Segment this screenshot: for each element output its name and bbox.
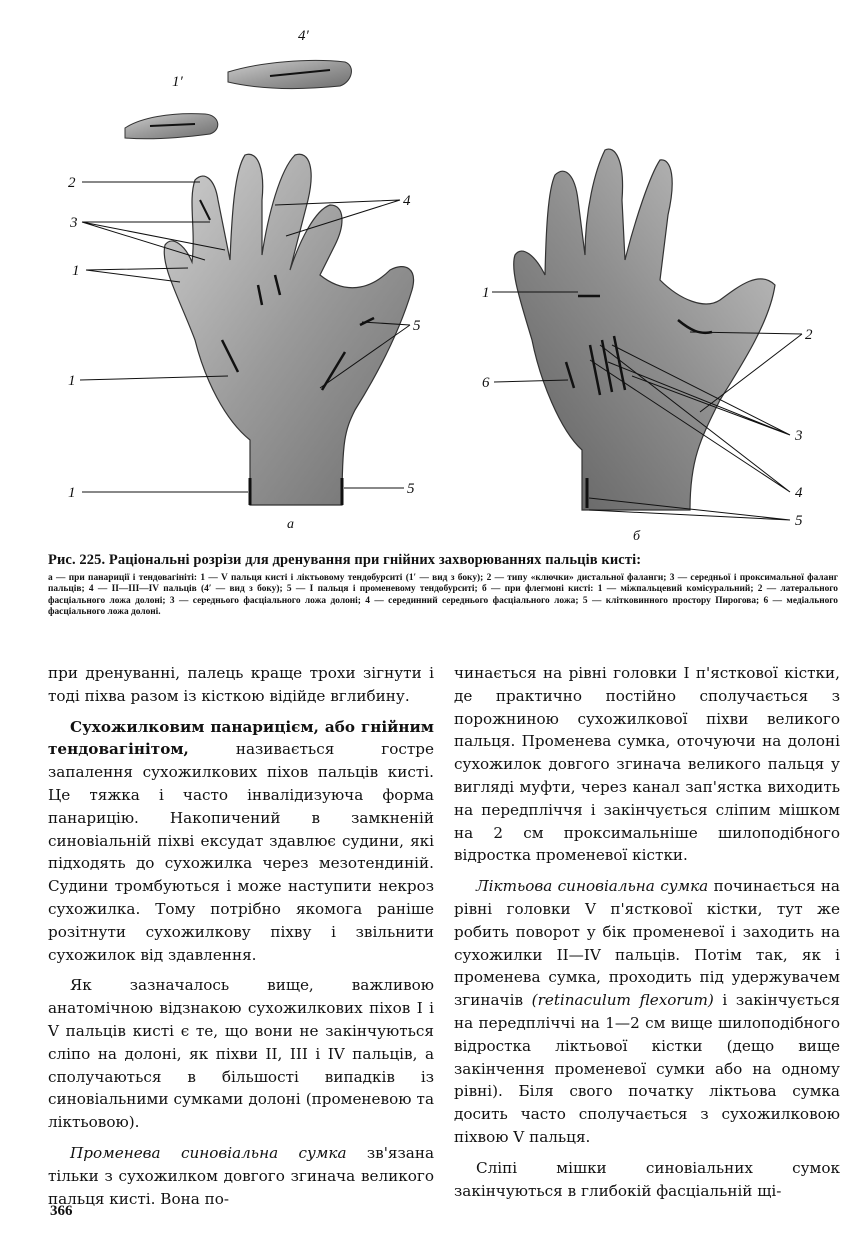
term-italic: Променева синовіальна сумка	[70, 1143, 347, 1162]
finger-side-view-1prime	[125, 114, 218, 139]
term-bold: Сухожилковим панарицієм, або гнійним тендовагінітом,	[48, 717, 434, 759]
text-column-left	[48, 662, 434, 1218]
label-b-5: 5	[795, 513, 803, 529]
paragraph: Сліпі мішки синовіальних сумок закінчуються в глибокій фасціальній щі-	[454, 1158, 840, 1200]
page-number: 366	[50, 1203, 73, 1219]
paragraph	[454, 875, 840, 1149]
label-a-1-mid: 1	[68, 373, 76, 389]
term-italic: Ліктьова синовіальна сумка	[476, 877, 709, 896]
label-b-3: 3	[795, 428, 803, 444]
sublabel-b: б	[633, 529, 641, 544]
label-a-5-mid: 5	[413, 318, 421, 334]
sublabel-a: а	[287, 517, 294, 532]
label-a-2: 2	[68, 175, 76, 191]
label-a-5-bottom: 5	[407, 481, 415, 497]
label-a-1-top: 1	[72, 263, 80, 279]
caption-title: Рис. 225. Раціональні розрізи для дренування при гнійних захворюваннях пальців кисті:	[48, 552, 642, 568]
label-b-6: 6	[482, 375, 490, 391]
label-b-4: 4	[795, 485, 803, 501]
hand-a	[80, 154, 413, 505]
label-a-1-bottom: 1	[68, 485, 76, 501]
label-4prime: 4′	[298, 28, 309, 44]
label-a-4: 4	[403, 193, 411, 209]
paragraph: Як зазначалось вище, важливою анатомічною відзнакою сухожилкових піхов I і V пальців кисті є те, що вони не закінчуються сліпо на долоні, як піхви II, III і IV пальців, а сполучаються в більшості випадків із синовіальними сумками долоні (променевою та ліктьовою).	[48, 976, 434, 1132]
label-b-1: 1	[482, 285, 490, 301]
paragraph-text: починається на рівні головки V п'ясткової кістки, тут же робить поворот у бік променевої і заходить на сухожилки II—IV пальців. Потім так, як і променева сумка, проходить під удержувачем згиначів	[454, 877, 840, 1010]
paragraph-text: і закінчується на передпліччі на 1—2 см вище шилоподібного відростка ліктьової кістки (дещо вище закінчення променевої сумки або на одному рівні). Біля свого початку ліктьова сумка досить часто сполучається з сухожилковою піхвою V пальця.	[454, 991, 840, 1146]
latin-term: (retinaculum flexorum)	[531, 991, 714, 1010]
text-column-right	[454, 662, 840, 1210]
paragraph: при дренуванні, палець краще трохи зігнути і тоді піхва разом із кісткою відійде вглибину.	[48, 664, 434, 705]
caption-legend: а — при панариції і тендовагініті: 1 — V пальця кисті і ліктьовому тендобурситі (1′ — вид з боку); 2 — типу «ключки» дистальної фаланги; 3 — середньої і проксимальної фаланг пальців; 4 — II—III—IV пальців (4′ — вид з боку); 5 — I пальця і променевому тендобурситі; б — при флегмоні кисті: 1 — міжпальцевий комісуральний; 2 — латерального фасціального ложа долоні; 3 — середнього фасціального ложа долоні; 4 — серединний середнього фасціального ложа; 5 — клітковинного простору Пирогова; 6 — медіального фасціального ложа долоні.	[48, 573, 838, 618]
paragraph	[48, 716, 434, 967]
label-a-3: 3	[70, 215, 78, 231]
label-1prime: 1′	[172, 74, 183, 90]
paragraph-text: зв'язана тільки з сухожилком довгого згинача великого пальця кисті. Вона по-	[48, 1143, 435, 1208]
finger-side-view-4prime	[228, 60, 351, 88]
paragraph: чинається на рівні головки I п'ясткової кістки, де практично постійно сполучається з порожниною сухожилкової піхви великого пальця. Променева сумка, оточуючи на долоні сухожилок довгого згинача великого пальця у вигляді муфти, через канал зап'ястка виходить на передпліччя і закінчується сліпим мішком на 2 см проксимальніше шилоподібного відростка променевої кістки.	[454, 664, 840, 865]
paragraph	[48, 1142, 434, 1210]
label-b-2: 2	[805, 327, 813, 343]
paragraph-text: називається гостре запалення сухожилкових піхов пальців кисті. Це тяжка і часто інвалідизуюча форма панарицію. Накопичений в замкненій синовіальній піхві ексудат здавлює судини, які підходять до сухожилка через мезотендиній. Судини тромбуються і може наступити некроз сухожилка. Тому потрібно якомога раніше розітнути сухожилкову піхву і звільнити сухожилок від здавлення.	[48, 740, 434, 964]
figure-caption	[48, 552, 838, 619]
figure-hand-incisions	[0, 0, 867, 545]
hand-b	[492, 149, 802, 520]
